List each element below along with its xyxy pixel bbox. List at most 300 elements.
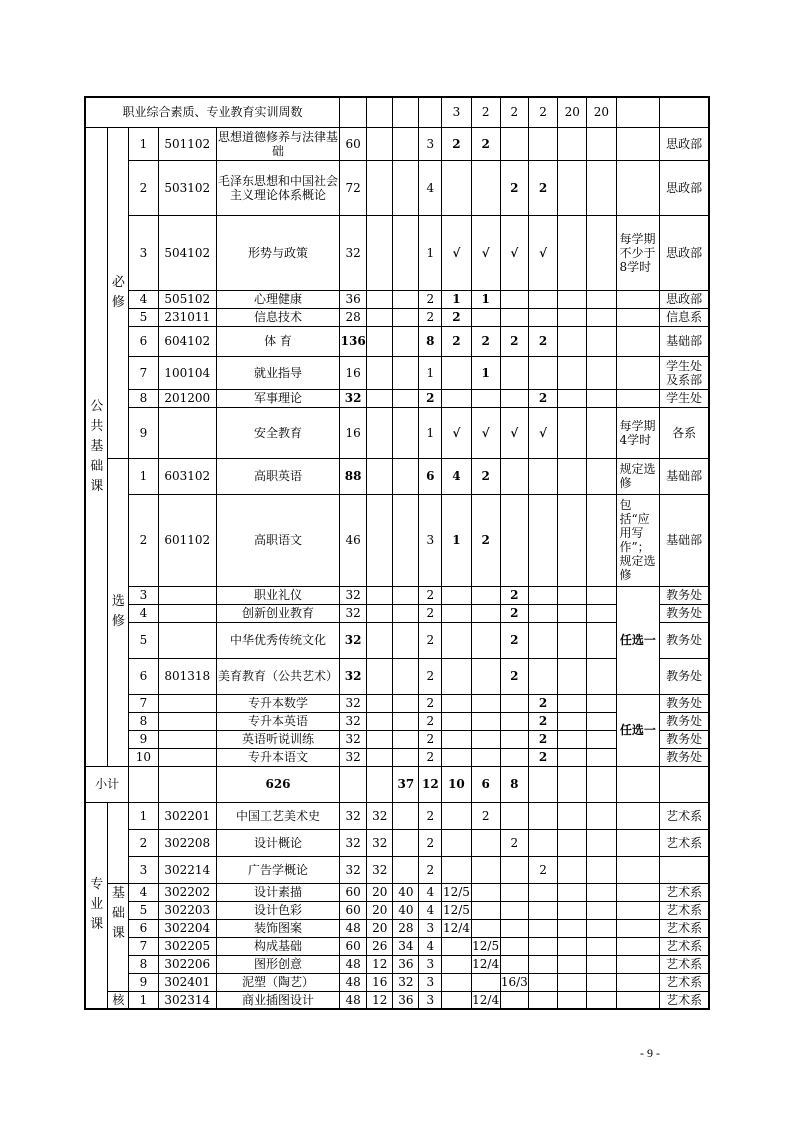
dept-cell: 教务处 bbox=[660, 748, 709, 766]
note-cell: 每学期4学时 bbox=[616, 407, 660, 458]
credits: 4 bbox=[419, 160, 442, 215]
practice-hours bbox=[393, 730, 419, 748]
semester-cell bbox=[500, 991, 528, 1009]
credits: 1 bbox=[419, 407, 442, 458]
theory-hours bbox=[367, 215, 393, 290]
semester-cell: 2 bbox=[471, 494, 500, 586]
course-code: 505102 bbox=[158, 290, 216, 308]
row-number: 4 bbox=[129, 883, 158, 901]
course-name: 专升本数学 bbox=[216, 694, 339, 712]
row-number: 7 bbox=[129, 356, 158, 389]
dept-cell: 教务处 bbox=[660, 658, 709, 694]
table-row bbox=[85, 215, 709, 290]
category-public-label: 公 共 基 础 课 bbox=[90, 398, 104, 494]
semester-cell bbox=[587, 973, 616, 991]
practice-hours: 32 bbox=[393, 973, 419, 991]
semester-cell bbox=[587, 326, 616, 356]
weeks-cell bbox=[367, 97, 393, 127]
credits: 2 bbox=[419, 604, 442, 622]
semester-cell: 12/4 bbox=[442, 921, 470, 935]
semester-cell bbox=[500, 955, 528, 973]
semester-cell bbox=[528, 919, 557, 937]
semester-cell bbox=[558, 604, 587, 622]
total-hours: 32 bbox=[340, 604, 367, 622]
practice-hours bbox=[393, 712, 419, 730]
semester-cell bbox=[587, 290, 616, 308]
semester-cell: 2 bbox=[500, 658, 528, 694]
course-code: 603102 bbox=[158, 458, 216, 494]
dept-cell: 艺术系 bbox=[660, 955, 709, 973]
semester-cell bbox=[558, 991, 587, 1009]
table-row bbox=[85, 856, 709, 883]
semester-cell bbox=[528, 937, 557, 955]
total-hours: 32 bbox=[340, 622, 367, 658]
dept-cell: 艺术系 bbox=[660, 973, 709, 991]
semester-cell bbox=[471, 586, 500, 604]
course-name: 就业指导 bbox=[216, 356, 339, 389]
course-name: 高职英语 bbox=[216, 458, 339, 494]
weeks-cell: 2 bbox=[471, 97, 500, 127]
course-code: 601102 bbox=[158, 494, 216, 586]
credits: 3 bbox=[419, 919, 442, 937]
theory-hours bbox=[367, 407, 393, 458]
table-row bbox=[85, 586, 709, 604]
semester-cell bbox=[471, 694, 500, 712]
practice-hours bbox=[393, 290, 419, 308]
course-code bbox=[158, 730, 216, 748]
semester-cell bbox=[587, 919, 616, 937]
subtotal-semester: 10 bbox=[442, 766, 471, 802]
theory-hours bbox=[367, 712, 393, 730]
row-number: 5 bbox=[129, 622, 158, 658]
course-code: 501102 bbox=[158, 127, 216, 160]
table-row bbox=[85, 937, 709, 955]
semester-cell bbox=[471, 973, 500, 991]
table-row bbox=[85, 127, 709, 160]
dept-cell: 艺术系 bbox=[660, 919, 709, 937]
total-hours: 32 bbox=[340, 856, 367, 883]
category-major bbox=[85, 802, 108, 1009]
total-hours: 48 bbox=[340, 955, 367, 973]
credits: 4 bbox=[419, 901, 442, 919]
semester-cell bbox=[528, 955, 557, 973]
subtotal-semester: 12 bbox=[419, 766, 442, 802]
semester-cell bbox=[471, 856, 500, 883]
semester-cell bbox=[587, 955, 616, 973]
table-row bbox=[85, 160, 709, 215]
course-code bbox=[158, 586, 216, 604]
semester-cell bbox=[558, 326, 587, 356]
semester-cell bbox=[558, 919, 587, 937]
table-row bbox=[85, 766, 709, 802]
category-core: 核 bbox=[108, 991, 129, 1009]
semester-cell bbox=[442, 748, 471, 766]
total-hours: 32 bbox=[340, 658, 367, 694]
course-name: 专升本语文 bbox=[216, 748, 339, 766]
course-code: 504102 bbox=[158, 215, 216, 290]
row-number: 10 bbox=[129, 748, 158, 766]
total-hours: 36 bbox=[340, 290, 367, 308]
semester-cell: 2 bbox=[471, 458, 500, 494]
course-code bbox=[158, 694, 216, 712]
semester-cell: 2 bbox=[528, 856, 557, 883]
semester-cell bbox=[471, 919, 500, 937]
semester-cell: 2 bbox=[528, 326, 557, 356]
category-required-label: 必 修 bbox=[111, 274, 125, 310]
semester-cell bbox=[471, 712, 500, 730]
theory-hours bbox=[367, 658, 393, 694]
credits: 3 bbox=[419, 955, 442, 973]
semester-cell bbox=[528, 829, 557, 856]
table-cell bbox=[587, 766, 616, 802]
semester-cell: √ bbox=[442, 407, 471, 458]
practice-hours bbox=[393, 356, 419, 389]
row-number: 3 bbox=[129, 586, 158, 604]
note-cell bbox=[616, 389, 660, 407]
total-hours: 46 bbox=[340, 494, 367, 586]
dept-cell: 艺术系 bbox=[660, 937, 709, 955]
semester-cell bbox=[528, 494, 557, 586]
weeks-cell bbox=[393, 97, 419, 127]
semester-cell bbox=[558, 712, 587, 730]
subtotal-semester: 6 bbox=[471, 766, 500, 802]
total-hours: 32 bbox=[340, 748, 367, 766]
table-cell bbox=[558, 766, 587, 802]
row-number: 4 bbox=[129, 290, 158, 308]
semester-cell: 12/5 bbox=[442, 885, 470, 899]
course-name: 构成基础 bbox=[216, 937, 339, 955]
table-row bbox=[85, 356, 709, 389]
practice-hours bbox=[393, 829, 419, 856]
semester-cell bbox=[587, 748, 616, 766]
theory-hours: 32 bbox=[367, 802, 393, 829]
course-name: 英语听说训练 bbox=[216, 730, 339, 748]
semester-cell bbox=[587, 494, 616, 586]
semester-cell bbox=[558, 622, 587, 658]
semester-cell: 2 bbox=[500, 622, 528, 658]
practice-hours: 40 bbox=[393, 883, 419, 901]
course-code bbox=[158, 712, 216, 730]
course-name: 创新创业教育 bbox=[216, 604, 339, 622]
table-row bbox=[85, 458, 709, 494]
semester-cell bbox=[558, 308, 587, 326]
semester-cell bbox=[558, 955, 587, 973]
semester-cell: 2 bbox=[442, 127, 471, 160]
note-cell bbox=[616, 829, 660, 856]
credits: 6 bbox=[419, 458, 442, 494]
practice-hours: 34 bbox=[393, 937, 419, 955]
total-hours: 32 bbox=[340, 712, 367, 730]
subtotal-credits: 37 bbox=[393, 766, 419, 802]
practice-hours bbox=[393, 748, 419, 766]
note-cell bbox=[616, 973, 660, 991]
semester-cell bbox=[558, 290, 587, 308]
curriculum-table bbox=[84, 96, 710, 1010]
course-code: 100104 bbox=[158, 356, 216, 389]
row-number: 2 bbox=[129, 829, 158, 856]
course-name: 毛泽东思想和中国社会主义理论体系概论 bbox=[216, 160, 339, 215]
semester-cell bbox=[442, 991, 471, 1009]
semester-cell bbox=[471, 829, 500, 856]
row-number: 7 bbox=[129, 937, 158, 955]
category-required bbox=[108, 127, 129, 458]
course-code: 302208 bbox=[158, 829, 216, 856]
semester-cell bbox=[471, 604, 500, 622]
note-cell bbox=[616, 919, 660, 937]
theory-hours bbox=[367, 730, 393, 748]
table-row bbox=[85, 973, 709, 991]
total-hours: 60 bbox=[340, 937, 367, 955]
semester-cell: √ bbox=[471, 407, 500, 458]
course-code: 801318 bbox=[158, 658, 216, 694]
dept-cell: 教务处 bbox=[660, 712, 709, 730]
practice-hours bbox=[393, 215, 419, 290]
semester-cell bbox=[500, 389, 528, 407]
semester-cell bbox=[471, 308, 500, 326]
row-number: 3 bbox=[129, 215, 158, 290]
semester-cell bbox=[442, 160, 471, 215]
semester-cell bbox=[442, 730, 471, 748]
semester-cell: 2 bbox=[471, 326, 500, 356]
semester-cell bbox=[528, 802, 557, 829]
table-cell bbox=[129, 766, 158, 802]
table-cell bbox=[108, 802, 129, 883]
credits: 2 bbox=[419, 829, 442, 856]
semester-cell bbox=[471, 901, 500, 919]
semester-cell bbox=[442, 973, 471, 991]
dept-cell: 思政部 bbox=[660, 290, 709, 308]
weeks-cell: 20 bbox=[558, 97, 587, 127]
practice-hours: 28 bbox=[393, 919, 419, 937]
semester-cell bbox=[558, 937, 587, 955]
row-number: 9 bbox=[129, 730, 158, 748]
semester-cell bbox=[500, 694, 528, 712]
dept-cell: 艺术系 bbox=[660, 901, 709, 919]
theory-hours bbox=[367, 308, 393, 326]
semester-cell bbox=[528, 658, 557, 694]
practice-hours bbox=[393, 326, 419, 356]
theory-hours bbox=[367, 494, 393, 586]
credits: 3 bbox=[419, 973, 442, 991]
semester-cell bbox=[558, 586, 587, 604]
table-row bbox=[85, 991, 709, 1009]
table-row bbox=[85, 919, 709, 937]
category-elective bbox=[108, 458, 129, 766]
semester-cell bbox=[587, 802, 616, 829]
table-row bbox=[85, 730, 709, 748]
row-number: 9 bbox=[129, 407, 158, 458]
category-elective-label: 选 修 bbox=[111, 594, 125, 629]
course-name: 装饰图案 bbox=[216, 919, 339, 937]
row-number: 1 bbox=[129, 802, 158, 829]
semester-cell bbox=[528, 458, 557, 494]
theory-hours bbox=[367, 622, 393, 658]
semester-cell bbox=[500, 802, 528, 829]
practice-hours bbox=[393, 308, 419, 326]
table-row bbox=[85, 290, 709, 308]
credits: 2 bbox=[419, 308, 442, 326]
course-name: 图形创意 bbox=[216, 955, 339, 973]
weeks-cell bbox=[340, 97, 367, 127]
semester-cell bbox=[587, 586, 616, 604]
course-code bbox=[158, 748, 216, 766]
course-code: 302203 bbox=[158, 901, 216, 919]
note-cell bbox=[616, 856, 660, 883]
theory-hours bbox=[367, 127, 393, 160]
subtotal-label: 小计 bbox=[85, 766, 129, 802]
course-code: 302206 bbox=[158, 955, 216, 973]
credits: 4 bbox=[419, 937, 442, 955]
table-row bbox=[85, 694, 709, 712]
semester-cell bbox=[471, 748, 500, 766]
total-hours: 72 bbox=[340, 160, 367, 215]
semester-cell bbox=[558, 494, 587, 586]
course-name: 心理健康 bbox=[216, 290, 339, 308]
subtotal-hours: 626 bbox=[216, 766, 339, 802]
semester-cell bbox=[587, 389, 616, 407]
semester-cell: 2 bbox=[471, 802, 500, 829]
table-row bbox=[85, 748, 709, 766]
credits: 2 bbox=[419, 730, 442, 748]
semester-cell bbox=[558, 883, 587, 901]
dept-cell bbox=[660, 856, 709, 883]
semester-cell bbox=[442, 586, 471, 604]
note-cell bbox=[616, 937, 660, 955]
course-name: 广告学概论 bbox=[216, 856, 339, 883]
practice-hours bbox=[393, 658, 419, 694]
credits: 3 bbox=[419, 991, 442, 1009]
table-row bbox=[85, 604, 709, 622]
semester-cell bbox=[528, 290, 557, 308]
dept-cell: 教务处 bbox=[660, 586, 709, 604]
course-code: 503102 bbox=[158, 160, 216, 215]
credits: 3 bbox=[419, 127, 442, 160]
course-code: 302401 bbox=[158, 973, 216, 991]
semester-cell bbox=[442, 694, 471, 712]
semester-cell bbox=[471, 389, 500, 407]
table-cell bbox=[528, 766, 557, 802]
category-basic bbox=[108, 883, 129, 991]
row-number: 6 bbox=[129, 658, 158, 694]
table-row bbox=[85, 883, 709, 901]
total-hours: 48 bbox=[340, 919, 367, 937]
course-name: 形势与政策 bbox=[216, 215, 339, 290]
row-number: 8 bbox=[129, 955, 158, 973]
semester-cell bbox=[528, 127, 557, 160]
course-name: 泥塑（陶艺） bbox=[216, 973, 339, 991]
elective-group-note: 任选一 bbox=[616, 586, 660, 694]
credits: 2 bbox=[419, 586, 442, 604]
semester-cell: 4 bbox=[442, 458, 471, 494]
weeks-label: 职业综合素质、专业教育实训周数 bbox=[85, 97, 340, 127]
course-name: 思想道德修养与法律基础 bbox=[216, 127, 339, 160]
semester-cell bbox=[500, 748, 528, 766]
semester-cell: 2 bbox=[528, 730, 557, 748]
theory-hours bbox=[367, 389, 393, 407]
table-cell bbox=[367, 766, 393, 802]
semester-cell bbox=[442, 622, 471, 658]
course-code bbox=[158, 407, 216, 458]
semester-cell bbox=[442, 937, 471, 955]
dept-cell: 艺术系 bbox=[660, 802, 709, 829]
semester-cell bbox=[558, 458, 587, 494]
semester-cell bbox=[442, 802, 471, 829]
credits: 1 bbox=[419, 356, 442, 389]
semester-cell: 1 bbox=[442, 494, 471, 586]
theory-hours bbox=[367, 290, 393, 308]
theory-hours: 12 bbox=[367, 955, 393, 973]
theory-hours bbox=[367, 586, 393, 604]
total-hours: 16 bbox=[340, 407, 367, 458]
row-number: 1 bbox=[129, 458, 158, 494]
course-name: 军事理论 bbox=[216, 389, 339, 407]
course-name: 安全教育 bbox=[216, 407, 339, 458]
semester-cell: 2 bbox=[500, 586, 528, 604]
theory-hours: 26 bbox=[367, 937, 393, 955]
semester-cell bbox=[528, 604, 557, 622]
semester-cell bbox=[528, 973, 557, 991]
dept-cell: 艺术系 bbox=[660, 991, 709, 1009]
semester-cell bbox=[528, 308, 557, 326]
total-hours: 28 bbox=[340, 308, 367, 326]
total-hours: 32 bbox=[340, 802, 367, 829]
course-code: 231011 bbox=[158, 308, 216, 326]
row-number: 6 bbox=[129, 326, 158, 356]
course-name: 商业插图设计 bbox=[216, 991, 339, 1009]
row-number: 5 bbox=[129, 901, 158, 919]
practice-hours: 36 bbox=[393, 955, 419, 973]
semester-cell bbox=[442, 829, 471, 856]
semester-cell bbox=[587, 127, 616, 160]
elective-group-note: 任选一 bbox=[616, 694, 660, 766]
row-number: 2 bbox=[129, 160, 158, 215]
semester-cell: 2 bbox=[500, 829, 528, 856]
course-name: 设计素描 bbox=[216, 883, 339, 901]
semester-cell bbox=[558, 389, 587, 407]
row-number: 1 bbox=[129, 991, 158, 1009]
row-number: 4 bbox=[129, 604, 158, 622]
credits: 2 bbox=[419, 802, 442, 829]
table-row bbox=[85, 802, 709, 829]
note-cell bbox=[616, 356, 660, 389]
course-code bbox=[158, 622, 216, 658]
semester-cell: 2 bbox=[442, 326, 471, 356]
note-cell: 每学期不少于8学时 bbox=[616, 215, 660, 290]
row-number: 1 bbox=[129, 127, 158, 160]
note-cell bbox=[616, 802, 660, 829]
semester-cell bbox=[528, 356, 557, 389]
course-name: 专升本英语 bbox=[216, 712, 339, 730]
semester-cell bbox=[500, 730, 528, 748]
semester-cell bbox=[558, 748, 587, 766]
row-number: 2 bbox=[129, 494, 158, 586]
course-name: 体 育 bbox=[216, 326, 339, 356]
course-code: 604102 bbox=[158, 326, 216, 356]
dept-cell: 学生处 bbox=[660, 389, 709, 407]
theory-hours: 20 bbox=[367, 919, 393, 937]
course-code: 302204 bbox=[158, 919, 216, 937]
semester-cell bbox=[500, 883, 528, 901]
practice-hours bbox=[393, 389, 419, 407]
semester-cell bbox=[587, 991, 616, 1009]
practice-hours bbox=[393, 694, 419, 712]
practice-hours bbox=[393, 458, 419, 494]
note-cell bbox=[616, 883, 660, 901]
semester-cell bbox=[587, 622, 616, 658]
dept-cell: 思政部 bbox=[660, 160, 709, 215]
semester-cell: √ bbox=[442, 215, 471, 290]
semester-cell bbox=[558, 658, 587, 694]
